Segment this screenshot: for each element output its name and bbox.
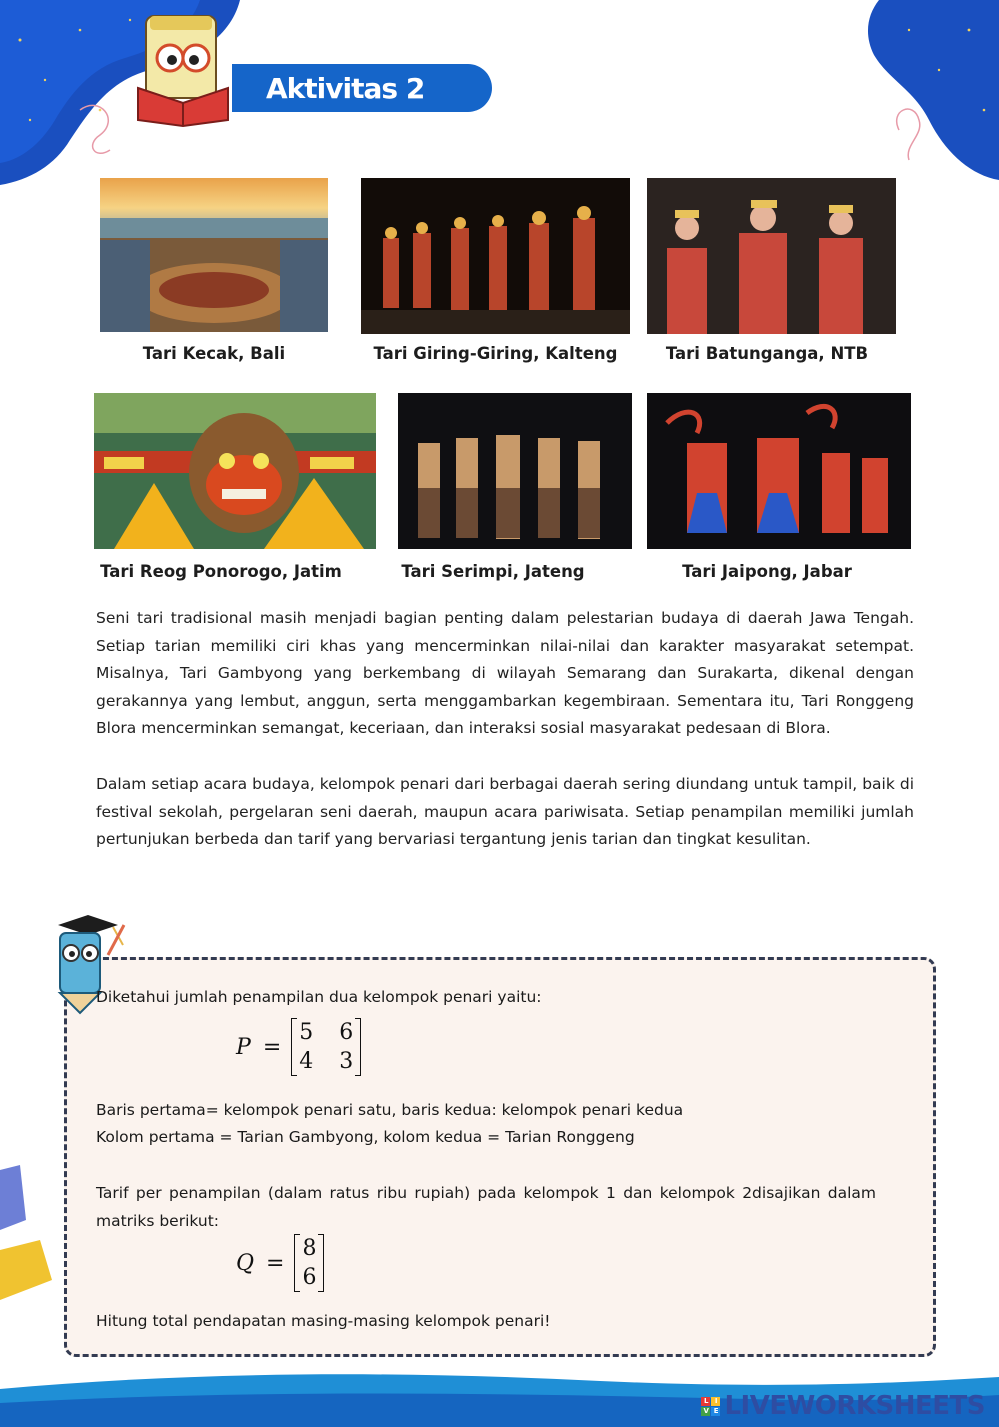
photo-tari-giring-giring — [361, 178, 630, 334]
caption-tari-jaipong: Tari Jaipong, Jabar — [682, 562, 852, 581]
task-intro: Diketahui jumlah penampilan dua kelompok penari yaitu: — [96, 988, 542, 1006]
matrix-q-cell: 8 — [302, 1236, 317, 1261]
matrix-q-name: Q — [236, 1250, 255, 1276]
photo-tari-reog-ponorogo — [94, 393, 376, 549]
matrix-p-cell: 3 — [339, 1049, 354, 1074]
photo-tari-batunganga — [647, 178, 896, 334]
task-rows-description: Baris pertama= kelompok penari satu, baris kedua: kelompok penari kedua — [96, 1101, 684, 1119]
matrix-p-cell: 4 — [299, 1049, 314, 1074]
matrix-p-equals: = — [262, 1034, 282, 1060]
header-decoration-right — [819, 0, 999, 185]
liveworksheets-logo — [701, 1391, 985, 1421]
activity-title-banner — [232, 64, 492, 112]
caption-tari-batunganga: Tari Batunganga, NTB — [665, 344, 869, 363]
photo-tari-kecak — [100, 178, 328, 332]
task-tarif-description: Tarif per penampilan (dalam ratus ribu rupiah) pada kelompok 1 dan kelompok 2disajikan dalam matriks berikut: — [96, 1184, 876, 1230]
task-cols-description: Kolom pertama = Tarian Gambyong, kolom kedua = Tarian Ronggeng — [96, 1128, 635, 1146]
book-mascot-icon — [128, 8, 238, 128]
article-paragraph-1: Seni tari tradisional masih menjadi bagian penting dalam pelestarian budaya di daerah Jawa Tengah. Setiap tarian memiliki ciri khas yang mencerminkan nilai-nilai dan karakter masyarakat setempat. Misalnya, Tari Gambyong yang berkembang di wilayah Semarang dan Surakarta, dikenal dengan gerakannya yang lembut, anggun, serta menggambarkan kegembiraan. Sementara itu, Tari Ronggeng Blora mencerminkan semangat, keceriaan, dan interaksi sosial masyarakat pedesaan di Blora. — [96, 609, 914, 737]
photo-tari-serimpi — [398, 393, 632, 549]
side-decoration — [0, 1160, 56, 1360]
liveworksheets-logo-text: LIVEWORKSHEETS — [724, 1391, 985, 1421]
matrix-q-equals: = — [266, 1250, 285, 1276]
matrix-p-cell: 5 — [299, 1020, 314, 1045]
photo-tari-jaipong — [647, 393, 911, 549]
matrix-p-cell: 6 — [339, 1020, 354, 1045]
article-paragraph-2: Dalam setiap acara budaya, kelompok penari dari berbagai daerah sering diundang untuk tampil, baik di festival sekolah, pergelaran seni daerah, maupun acara pariwisata. Setiap penampilan memiliki jumlah pertunjukan berbeda dan tarif yang bervariasi tergantung jenis tarian dan tingkat kesulitan. — [96, 775, 914, 848]
caption-tari-serimpi: Tari Serimpi, Jateng — [401, 562, 585, 581]
matrix-p — [236, 1020, 361, 1074]
task-question: Hitung total pendapatan masing-masing kelompok penari! — [96, 1312, 551, 1330]
matrix-q-cell: 6 — [302, 1265, 317, 1290]
liveworksheets-mark-icon: L I V E — [701, 1397, 720, 1416]
task-box — [64, 957, 936, 1357]
caption-tari-giring-giring: Tari Giring-Giring, Kalteng — [373, 344, 618, 363]
matrix-p-name: P — [236, 1034, 251, 1060]
caption-tari-reog-ponorogo: Tari Reog Ponorogo, Jatim — [100, 562, 342, 581]
matrix-q — [236, 1236, 324, 1290]
caption-tari-kecak: Tari Kecak, Bali — [142, 344, 286, 363]
page-title: Aktivitas 2 — [266, 71, 425, 105]
